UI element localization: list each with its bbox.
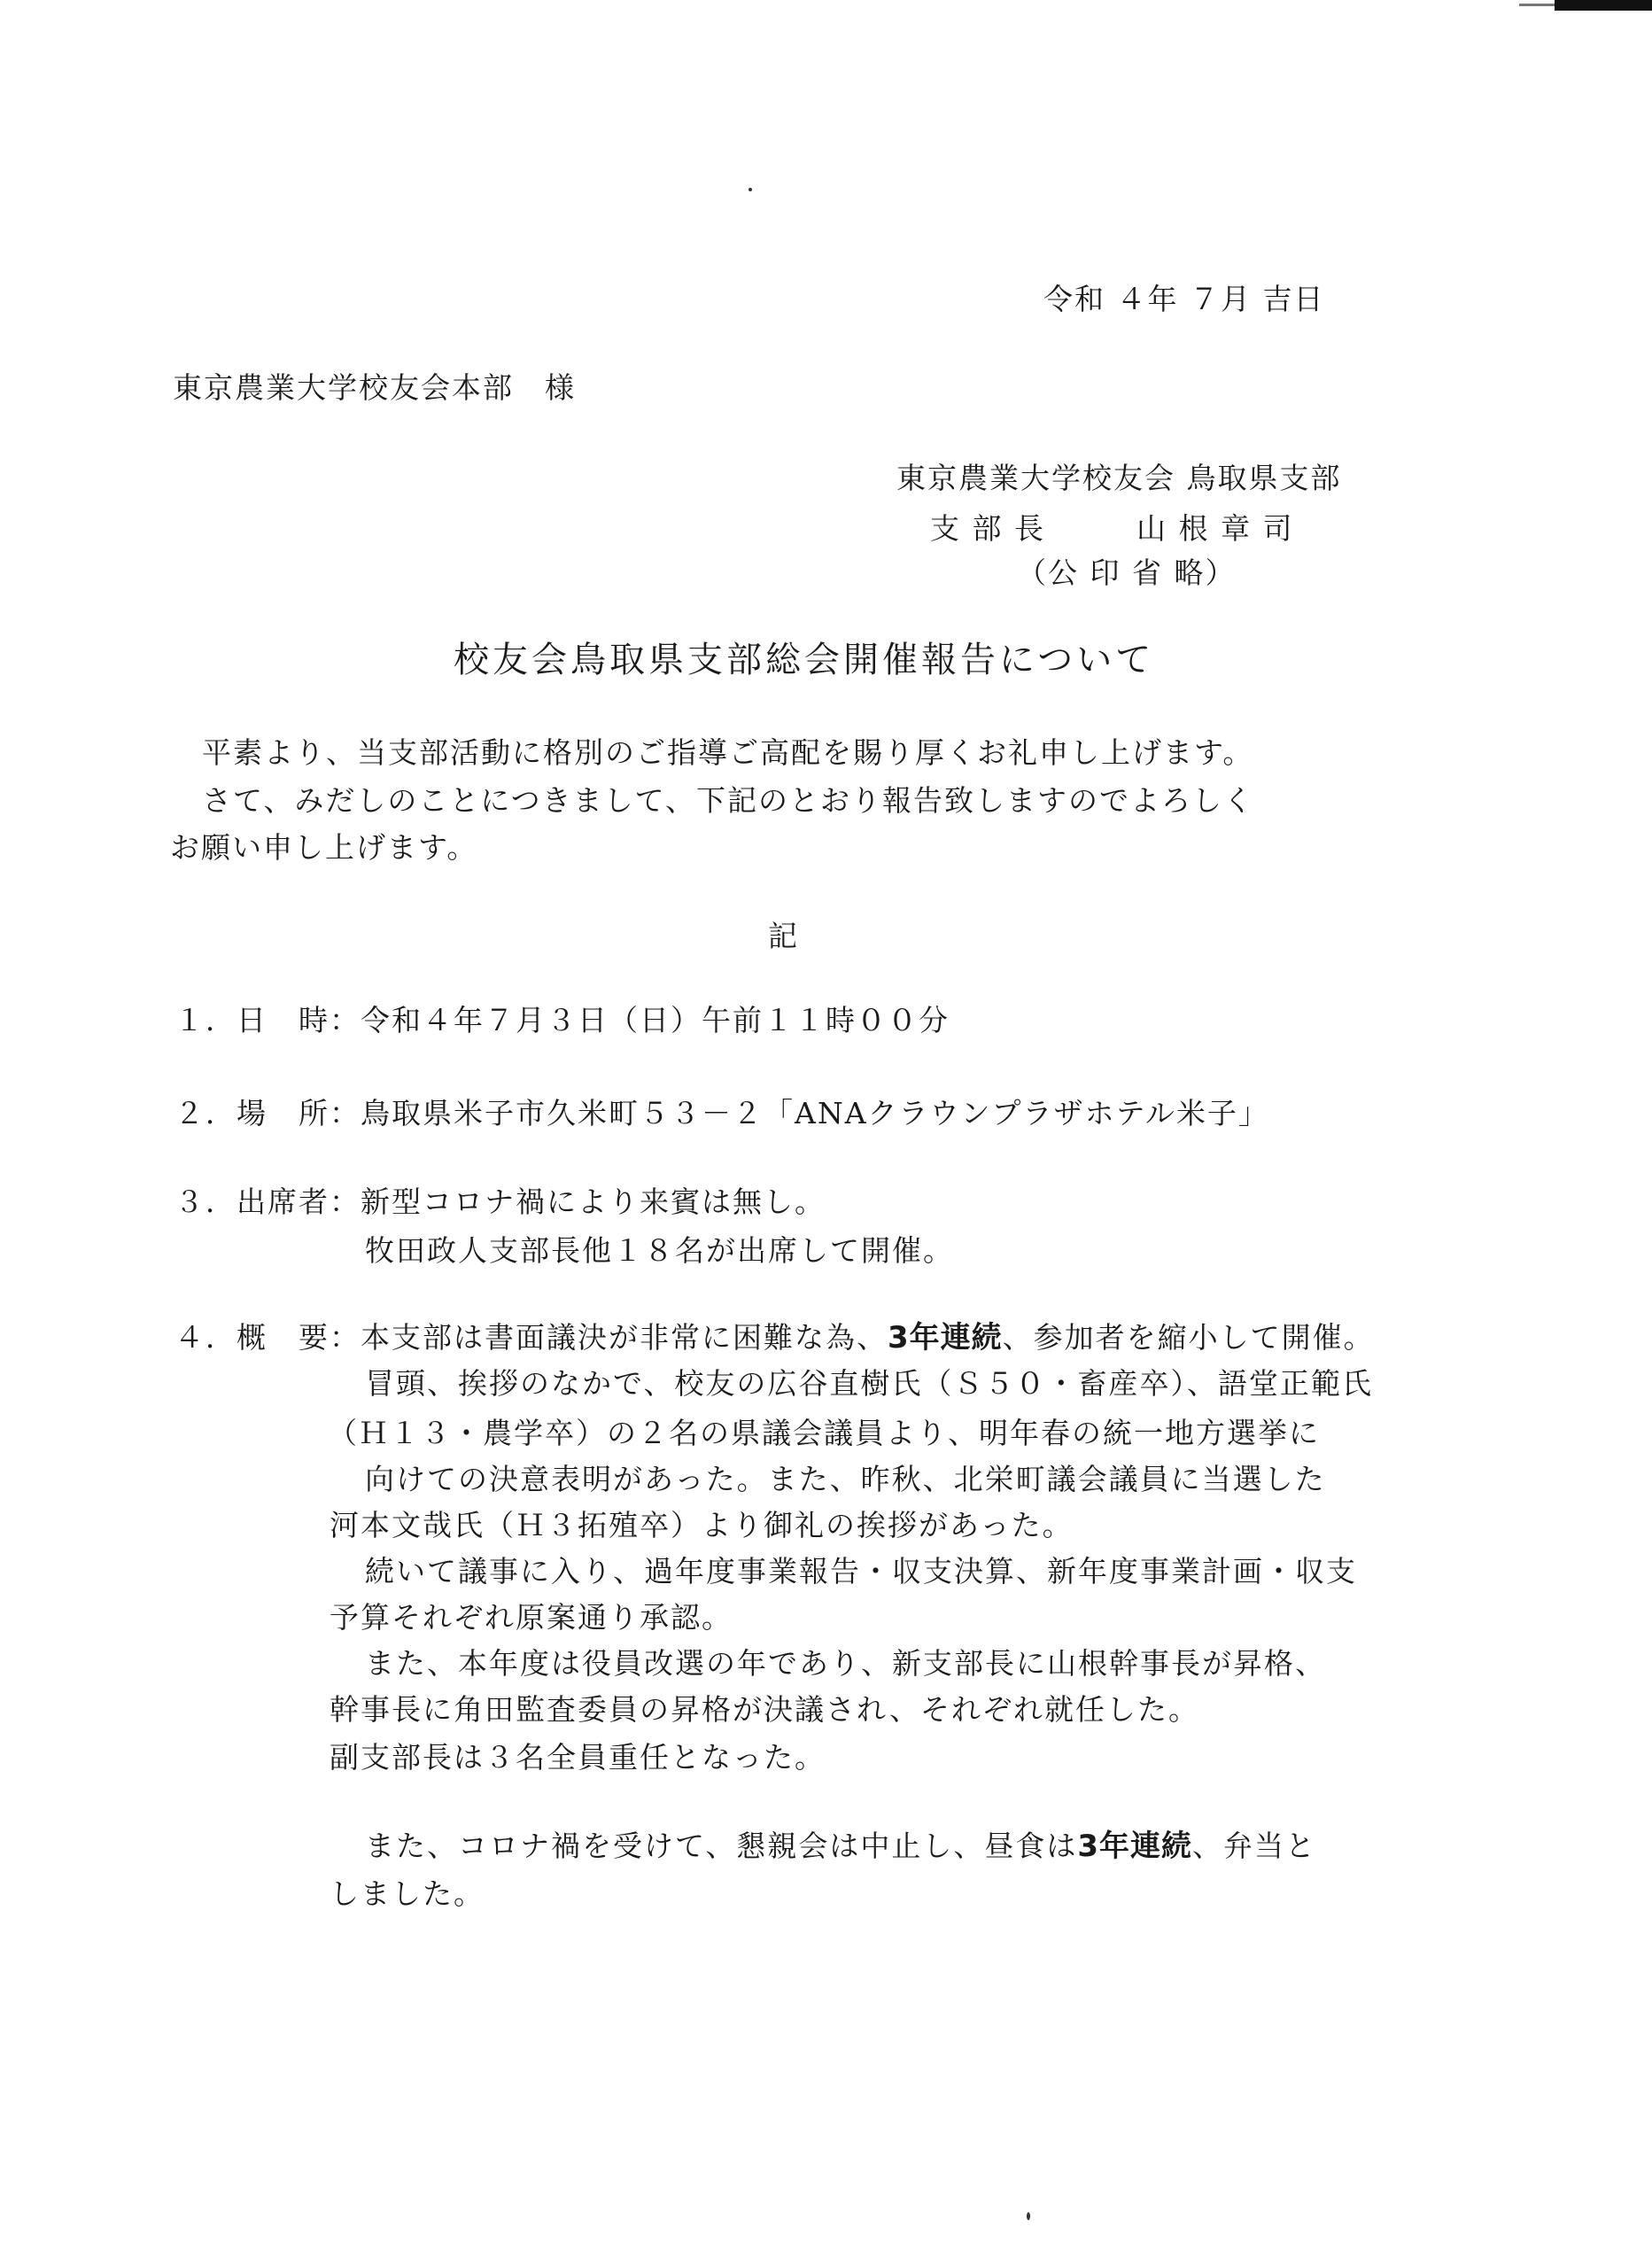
item-attendees: ３．出席者：新型コロナ禍により来賓は無し。 (175, 1184, 826, 1219)
summary-line: （Ｈ１３・農学卒）の２名の県議会議員より、明年春の統一地方選挙に (328, 1416, 1320, 1450)
sender-organization: 東京農業大学校友会 鳥取県支部 (896, 461, 1342, 495)
sender-name: 山 根 章 司 (1136, 511, 1294, 546)
sender-position: 支 部 長 (930, 511, 1045, 546)
intro-line: お願い申し上げます。 (170, 830, 478, 865)
summary-line: 予算それぞれ原案通り承認。 (330, 1600, 733, 1635)
summary-line: 幹事長に角田監査委員の昇格が決議され、それぞれ就任した。 (330, 1692, 1199, 1727)
summary-line: また、本年度は役員改選の年であり、新支部長に山根幹事長が昇格、 (365, 1646, 1326, 1681)
summary-text: ４．概 要：本支部は書面議決が非常に困難な為、 (175, 1320, 888, 1355)
closing-line (365, 1827, 1316, 1866)
summary-line: 冒頭、挨拶のなかで、校友の広谷直樹氏（Ｓ５０・畜産卒）、語堂正範氏 (365, 1366, 1373, 1401)
summary-line: 続いて議事に入り、過年度事業報告・収支決算、新年度事業計画・収支 (365, 1554, 1357, 1588)
scan-edge-mark (1555, 0, 1652, 11)
summary-line: 向けての決意表明があった。また、昨秋、北栄町議会議員に当選した (365, 1462, 1326, 1496)
closing-line-continued: しました。 (330, 1876, 485, 1911)
scan-speck (1027, 2212, 1030, 2220)
scan-speck (748, 188, 752, 191)
document-title: 校友会鳥取県支部総会開催報告について (454, 640, 1155, 680)
closing-text: 、弁当と (1192, 1829, 1317, 1863)
recipient: 東京農業大学校友会本部 様 (173, 370, 576, 405)
item-place: ２．場 所：鳥取県米子市久米町５３－２「ANAクラウンプラザホテル米子」 (175, 1096, 1269, 1130)
closing-emphasis: 3年連続 (1077, 1829, 1193, 1864)
item-datetime: １．日 時：令和４年７月３日（日）午前１１時００分 (175, 1003, 950, 1037)
intro-line: さて、みだしのことにつきまして、下記のとおり報告致しますのでよろしく (202, 783, 1255, 818)
closing-text: また、コロナ禍を受けて、懇親会は中止し、昼食は (365, 1829, 1078, 1863)
summary-emphasis: 3年連続 (888, 1320, 1003, 1355)
intro-line: 平素より、当支部活動に格別のご指導ご高配を賜り厚くお礼申し上げます。 (202, 735, 1254, 770)
summary-text: 、参加者を縮小して開催。 (1002, 1320, 1375, 1355)
item-summary-first-line (175, 1318, 1375, 1357)
summary-line: 副支部長は３名全員重任となった。 (330, 1740, 826, 1775)
document-date: 令和 ４年 ７月 吉日 (1043, 282, 1325, 316)
scan-edge-line (1519, 4, 1555, 6)
item-attendees-continued: 牧田政人支部長他１８名が出席して開催。 (365, 1233, 954, 1268)
seal-omitted-note: （公 印 省 略） (1017, 555, 1237, 590)
summary-line: 河本文哉氏（Ｈ３拓殖卒）より御礼の挨拶があった。 (330, 1508, 1074, 1542)
ki-heading: 記 (768, 919, 799, 953)
